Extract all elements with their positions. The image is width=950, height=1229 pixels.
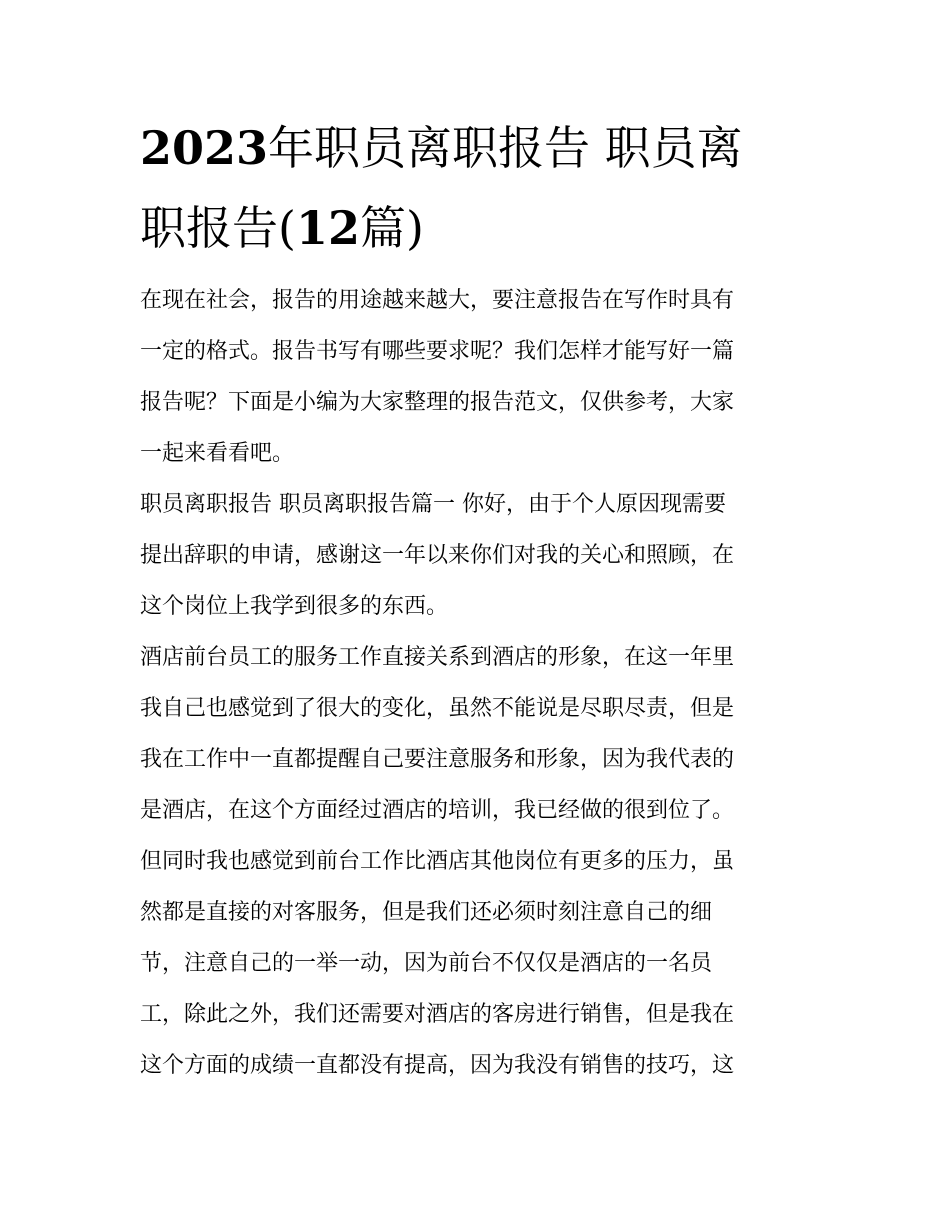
title-text-1: 年职员离职报告 职员离 <box>268 121 743 175</box>
text-line: 节，注意自己的一举一动，因为前台不仅仅是酒店的一名员 <box>140 951 713 976</box>
text-line: 一定的格式。报告书写有哪些要求呢？我们怎样才能写好一篇 <box>140 339 735 364</box>
text-line: 然都是直接的对客服务，但是我们还必须时刻注意自己的细 <box>140 900 713 925</box>
text-line: 但同时我也感觉到前台工作比酒店其他岗位有更多的压力，虽 <box>140 849 735 874</box>
text-line: 工，除此之外，我们还需要对酒店的客房进行销售，但是我在 <box>140 1002 735 1027</box>
section-one-paragraph <box>140 479 820 632</box>
title-line-2 <box>140 188 820 268</box>
body-paragraph <box>140 632 820 1091</box>
text-line: 一起来看看吧。 <box>140 441 295 466</box>
text-line: 我自己也感觉到了很大的变化，虽然不能说是尽职尽责，但是 <box>140 696 735 721</box>
title-count: 12 <box>295 201 360 255</box>
text-line: 在现在社会，报告的用途越来越大，要注意报告在写作时具有 <box>140 288 735 313</box>
text-line: 这个岗位上我学到很多的东西。 <box>140 594 449 619</box>
text-line: 提出辞职的申请，感谢这一年以来你们对我的关心和照顾，在 <box>140 543 735 568</box>
text-line: 我在工作中一直都提醒自己要注意服务和形象，因为我代表的 <box>140 747 735 772</box>
title-text-2a: 职报告( <box>140 201 296 255</box>
title-year: 2023 <box>140 121 269 175</box>
title-line-1 <box>140 108 820 188</box>
document-title <box>140 108 820 268</box>
text-line: 酒店前台员工的服务工作直接关系到酒店的形象，在这一年里 <box>140 645 735 670</box>
title-text-2b: 篇) <box>359 201 424 255</box>
document-body <box>140 275 820 1091</box>
intro-paragraph <box>140 275 820 479</box>
text-line: 是酒店，在这个方面经过酒店的培训，我已经做的很到位了。 <box>140 798 735 823</box>
text-line: 这个方面的成绩一直都没有提高，因为我没有销售的技巧，这 <box>140 1053 735 1078</box>
text-line: 报告呢？下面是小编为大家整理的报告范文，仅供参考，大家 <box>140 390 735 415</box>
text-line: 职员离职报告 职员离职报告篇一 你好，由于个人原因现需要 <box>140 492 726 517</box>
